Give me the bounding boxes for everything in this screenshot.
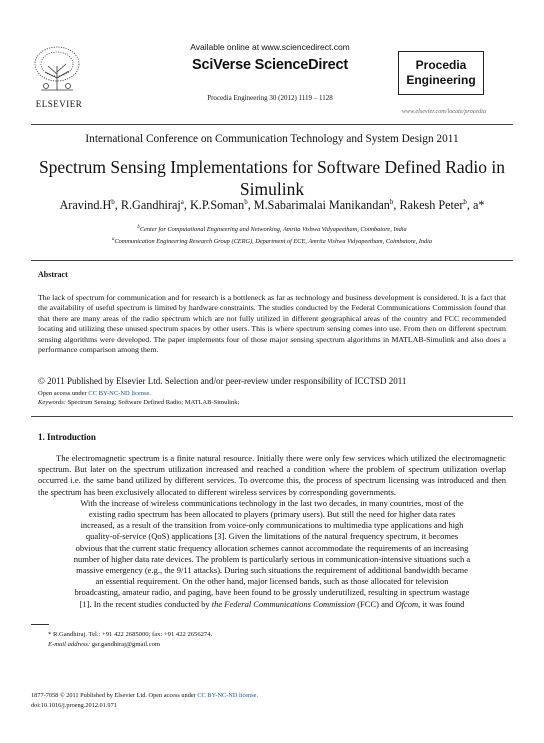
header-rule — [31, 124, 513, 125]
license-link[interactable]: CC BY-NC-ND license. — [88, 390, 152, 397]
paper-title — [31, 156, 513, 200]
text-line: number of higher data rate devices. The problem is particularly serious in communication-intensive situations such a — [73, 553, 471, 564]
keywords-line — [38, 399, 239, 406]
affiliation-text: Center for Computational Engineering and Networking, Amrita Vishwa Vidyapeetham, Coimbatore, India — [139, 226, 407, 234]
text-line: an essential requirement. On the other hand, major licensed bands, such as those allocated for television — [95, 576, 449, 587]
footnote-email — [48, 641, 160, 648]
author-list — [31, 198, 513, 213]
text-line — [38, 599, 506, 610]
affiliation-mark: a — [111, 237, 115, 242]
author-affil-mark: a — [180, 198, 184, 206]
author: K.P.Soman — [190, 198, 245, 213]
conference-name: International Conference on Communication Technology and System Design 2011 — [85, 133, 459, 145]
footnote-rule — [31, 624, 49, 625]
text-line: increased, as a result of the transition from voice-only communications to multimedia type applications and high — [80, 520, 464, 531]
journal-name-line1: Procedia — [415, 58, 467, 72]
text-line: massive emergency (e.g., the 9/11 attacks). During such situations the requirement of additional bandwidth became — [76, 565, 468, 576]
journal-url: www.elsevier.com/locate/procedia — [401, 108, 487, 115]
publisher-name: ELSEVIER — [35, 99, 83, 109]
elsevier-logo — [31, 44, 87, 109]
author-affil-mark: b — [463, 198, 467, 206]
author-affil-mark: b — [389, 198, 394, 206]
text-line: broadcasting, amateur radio, and paging, have been found to be grossly underutilized, resulting in spectrum wastage — [74, 587, 470, 598]
available-online: Available online at www.sciencedirect.com — [190, 42, 350, 52]
text-line: obvious that the current static frequency allocation schemes cannot accommodate the requirements of an increasing — [75, 542, 469, 553]
abstract-heading: Abstract — [38, 270, 68, 279]
author: M.Sabarimalai Manikandan — [253, 198, 390, 213]
paragraph — [38, 498, 506, 610]
title-line-1: Spectrum Sensing Implementations for Software Defined Radio in — [38, 157, 506, 177]
journal-reference: Procedia Engineering 30 (2012) 1119 – 1128 — [207, 94, 333, 102]
abstract-top-rule — [31, 260, 513, 261]
open-access-line — [38, 390, 151, 397]
affiliation-text: Communication Engineering Research Group (CERG), Department of ECE, Amrita Vishwa Vidyapeetham, Coimbatore, India — [114, 238, 433, 246]
email-address: gsr.gandhiraj@gmail.com — [90, 641, 161, 648]
text-run: [1]. In the recent studies conducted by — [79, 598, 212, 609]
text-line: quality-of-service (QoS) applications [3]. Given the limitations of the natural frequency spectrum, it becomes — [85, 531, 459, 542]
author-affil-mark: b — [111, 198, 115, 206]
license-link[interactable]: CC BY-NC-ND license. — [197, 692, 259, 699]
author-separator: , a* — [466, 198, 485, 213]
affiliation-mark: b — [137, 225, 140, 230]
author-separator: , — [247, 198, 254, 213]
elsevier-tree-icon — [31, 44, 83, 92]
text-line: With the increase of wireless communications technology in the last two decades, in many countries, most of the — [80, 497, 464, 508]
issn-text: 1877-7058 © 2011 Published by Elsevier Ltd. — [31, 692, 147, 699]
author-separator: , — [393, 198, 400, 213]
text-line: existing radio spectrum has been allocated to players (primary users). But still the need for higher data rates — [88, 509, 456, 520]
journal-logo — [398, 51, 484, 95]
open-access-prefix: Open access under — [38, 390, 89, 397]
affiliation — [31, 225, 513, 233]
author-affil-mark: b — [244, 198, 248, 206]
text-run: , it was found — [418, 598, 465, 609]
text-run: (FCC) and — [355, 598, 396, 609]
email-label: E-mail address: — [48, 641, 91, 648]
author-separator: , — [183, 198, 190, 213]
doi: doi:10.1016/j.proeng.2012.01.971 — [31, 702, 117, 709]
introduction-body — [38, 453, 506, 610]
author: R.Gandhiraj — [120, 198, 181, 213]
abstract-bottom-rule — [31, 416, 513, 417]
text-run-italic: the Federal Communications Commission — [211, 598, 356, 609]
text-run-italic: Ofcom — [395, 598, 419, 609]
journal-name-line2: Engineering — [406, 73, 476, 87]
issn-line — [31, 692, 258, 699]
author-separator: , — [114, 198, 121, 213]
footnote-contact: * R.Gandhiraj. Tel.: +91 422 2685000; fax: +91 422 2656274. — [48, 631, 213, 638]
title-line-2: Simulink — [239, 179, 305, 199]
author: Aravind.H — [59, 198, 112, 213]
keywords-label: Keywords: — [38, 399, 66, 406]
affiliation — [31, 237, 513, 245]
header-center — [120, 42, 420, 102]
paragraph: The electromagnetic spectrum is a finite natural resource. Initially there were only few services which utilized the electromagnetic spectrum. But later on the spectrum utilization increased and reached a condition where the problem of spectrum utilization overlap occurred i.e. the same band utilized by different services. To overcome this, the process of spectrum licensing was introduced and then the spectrum has been exclusively allocated to different wireless services by corresponding governments. — [38, 453, 506, 497]
copyright-line: © 2011 Published by Elsevier Ltd. Selection and/or peer-review under responsibility of ICCTSD 2011 — [38, 376, 407, 386]
platform-name: SciVerse ScienceDirect — [191, 57, 348, 73]
open-access-prefix: Open access under — [146, 692, 198, 699]
abstract-text: The lack of spectrum for communication and for research is a bottleneck as far as technology and business development is considered. It is a fact that the availability of useful spectrum is limited by hardware constraints. The studies conducted by the Federal Communications Commission found that that there are many areas of the radio spectrum which are not fully utilized in different geographical areas of the country and FCC recommended locating and utilizing these unused spectrum spaces by other users. This is where spectrum sensing comes into use. From then on different spectrum sensing algorithms were developed. The paper implements four of those major sensing spectrum algorithms in MATLAB-Simulink and also does a performance comparison among them. — [38, 293, 506, 355]
author: Rakesh Peter — [399, 198, 464, 213]
keywords: Spectrum Sensing; Software Defined Radio; MATLAB-Simulink; — [65, 399, 240, 406]
section-heading: 1. Introduction — [38, 432, 96, 442]
